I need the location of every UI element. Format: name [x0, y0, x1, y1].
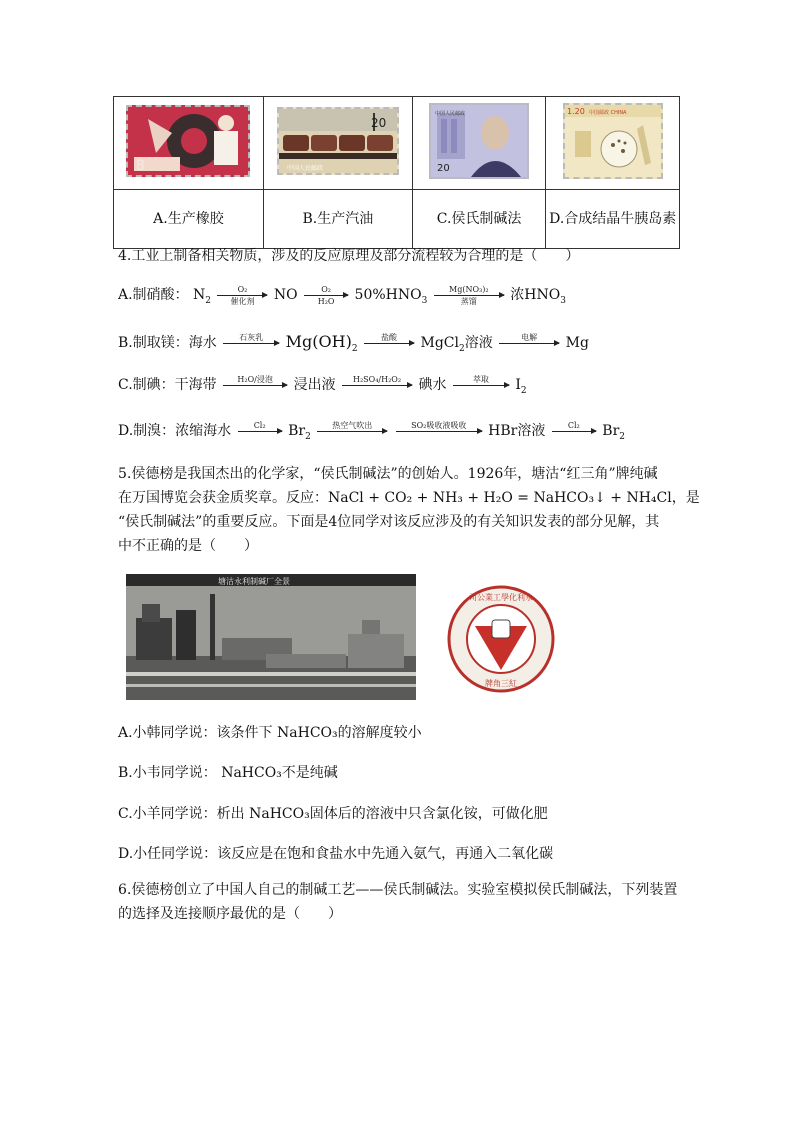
q4-option-b	[118, 331, 589, 360]
q4-stem: 4.工业上制备相关物质，涉及的反应原理及部分流程较为合理的是（ ）	[118, 248, 580, 264]
stamp-d-value: 1.20	[566, 107, 585, 116]
q4-d-s4: HBr溶液	[488, 423, 546, 439]
q4-d-arrow4: Cl₂	[552, 421, 596, 442]
q5-option-b: B.小韦同学说： NaHCO₃不是纯碱	[118, 765, 338, 781]
q4-b-label: B.制取镁：海水	[118, 335, 217, 351]
stamp-a-value: 8	[136, 158, 146, 174]
q4-c-arrow1: H₂O/浸泡	[223, 375, 287, 396]
stamp-cell-d	[546, 97, 680, 190]
q4-c-label: C.制碘：干海带	[118, 377, 217, 393]
factory-photo	[126, 574, 416, 700]
q5-equation: NaCl + CO₂ + NH₃ + H₂O = NaHCO₃↓ + NH₄Cl	[328, 490, 672, 506]
logo-top-text: 司公業工學化利永	[469, 593, 533, 602]
q4-a-s4: 浓$HNO_3$	[510, 287, 566, 306]
q4-a-label: A.制硝酸：	[118, 287, 189, 303]
q4-d-s5: $Br_2$	[602, 423, 625, 442]
stamp-b-country: 中国人民邮政	[286, 165, 323, 172]
q4-c-arrow2: H₂SO₄/H₂O₂	[342, 375, 412, 396]
q4-option-a	[118, 284, 566, 312]
q4-option-c	[118, 374, 527, 402]
q6-line1: 6.侯德榜创立了中国人自己的制碱工艺——侯氏制碱法。实验室模拟侯氏制碱法，下列装置	[118, 882, 678, 898]
red-triangle-logo	[446, 584, 556, 694]
q5-option-c: C.小羊同学说：析出 NaHCO₃固体后的溶液中只含氯化铵，可做化肥	[118, 806, 548, 822]
stamp-insulin	[563, 103, 663, 179]
q6-stem	[118, 878, 678, 926]
q4-d-arrow3: SO₂吸收液吸收	[396, 421, 482, 442]
q4-a-s2: NO	[273, 287, 298, 303]
stamp-c-country: 中国人民邮政	[435, 111, 466, 117]
q4-d-arrow2: 热空气吹出	[317, 421, 387, 442]
q6-line2: 的选择及连接顺序最优的是（ ）	[118, 906, 342, 922]
stamp-c-value: 20	[437, 163, 450, 174]
q5-line4: 中不正确的是（ ）	[118, 538, 258, 554]
stamp-cell-c	[412, 97, 546, 190]
caption-d: D.合成结晶牛胰岛素	[546, 190, 680, 249]
q5-line2: 在万国博览会获金质奖章。反应：NaCl + CO₂ + NH₃ + H₂O = NaHCO₃↓ + NH₄Cl，是	[118, 490, 700, 506]
q4-c-arrow3: 萃取	[453, 375, 509, 396]
caption-c: C.侯氏制碱法	[412, 190, 546, 249]
q5-line3: “侯氏制碱法”的重要反应。下面是4位同学对该反应涉及的有关知识发表的部分见解，其	[118, 514, 660, 530]
stamp-hou-debang	[429, 103, 529, 179]
q4-d-arrow1: Cl₂	[238, 421, 282, 442]
stamp-b-value: 20	[370, 116, 387, 130]
q4-c-s2: 浸出液	[293, 377, 336, 393]
stamp-table	[113, 96, 680, 249]
q4-b-s3: MgCl$_2$溶液	[420, 335, 493, 354]
q4-a-arrow2: $\frac{\text{O₂}}{\text{H₂O}}$	[304, 285, 348, 306]
q4-a-s3: $50\%HNO_3$	[354, 287, 428, 306]
q4-option-d	[118, 420, 625, 448]
q5-option-a: A.小韩同学说：该条件下 NaHCO₃的溶解度较小	[118, 725, 422, 741]
caption-b: B.生产汽油	[263, 190, 412, 249]
q5-stem	[118, 462, 700, 558]
q5-option-d: D.小任同学说：该反应是在饱和食盐水中先通入氨气，再通入二氧化碳	[118, 846, 554, 862]
q4-b-arrow2: 盐酸	[364, 333, 414, 354]
q4-d-label: D.制溴：浓缩海水	[118, 423, 232, 439]
stamp-d-country: 中国邮政 CHINA	[588, 110, 627, 116]
stamp-rubber	[126, 105, 250, 177]
q4-b-s4: Mg	[565, 335, 589, 351]
q4-b-s2: $Mg(OH)_2$	[285, 332, 358, 355]
factory-photo-caption: 塘沽永利制碱厂全景	[218, 577, 290, 586]
q4-c-s3: 碘水	[418, 377, 447, 393]
stamp-cell-b	[263, 97, 412, 190]
q4-d-s2: $Br_2$	[288, 423, 311, 442]
q5-line1: 5.侯德榜是我国杰出的化学家，“侯氏制碱法”的创始人。1926年，塘沽“红三角”牌纯碱	[118, 466, 658, 482]
q4-a-s1: $N_2$	[193, 287, 211, 306]
caption-a: A.生产橡胶	[114, 190, 264, 249]
stamp-cell-a	[114, 97, 264, 190]
q4-a-arrow1: O₂ 催化剂	[217, 285, 267, 306]
q4-a-arrow3: Mg(NO₃)₂ 蒸馏	[434, 285, 504, 306]
q4-b-arrow3: 电解	[499, 333, 559, 354]
stamp-gasoline	[277, 107, 399, 175]
q4-b-arrow1: 石灰乳	[223, 333, 279, 354]
logo-bottom-text: 牌角三紅	[485, 679, 517, 688]
q4-c-s4: $I_2$	[515, 377, 527, 396]
